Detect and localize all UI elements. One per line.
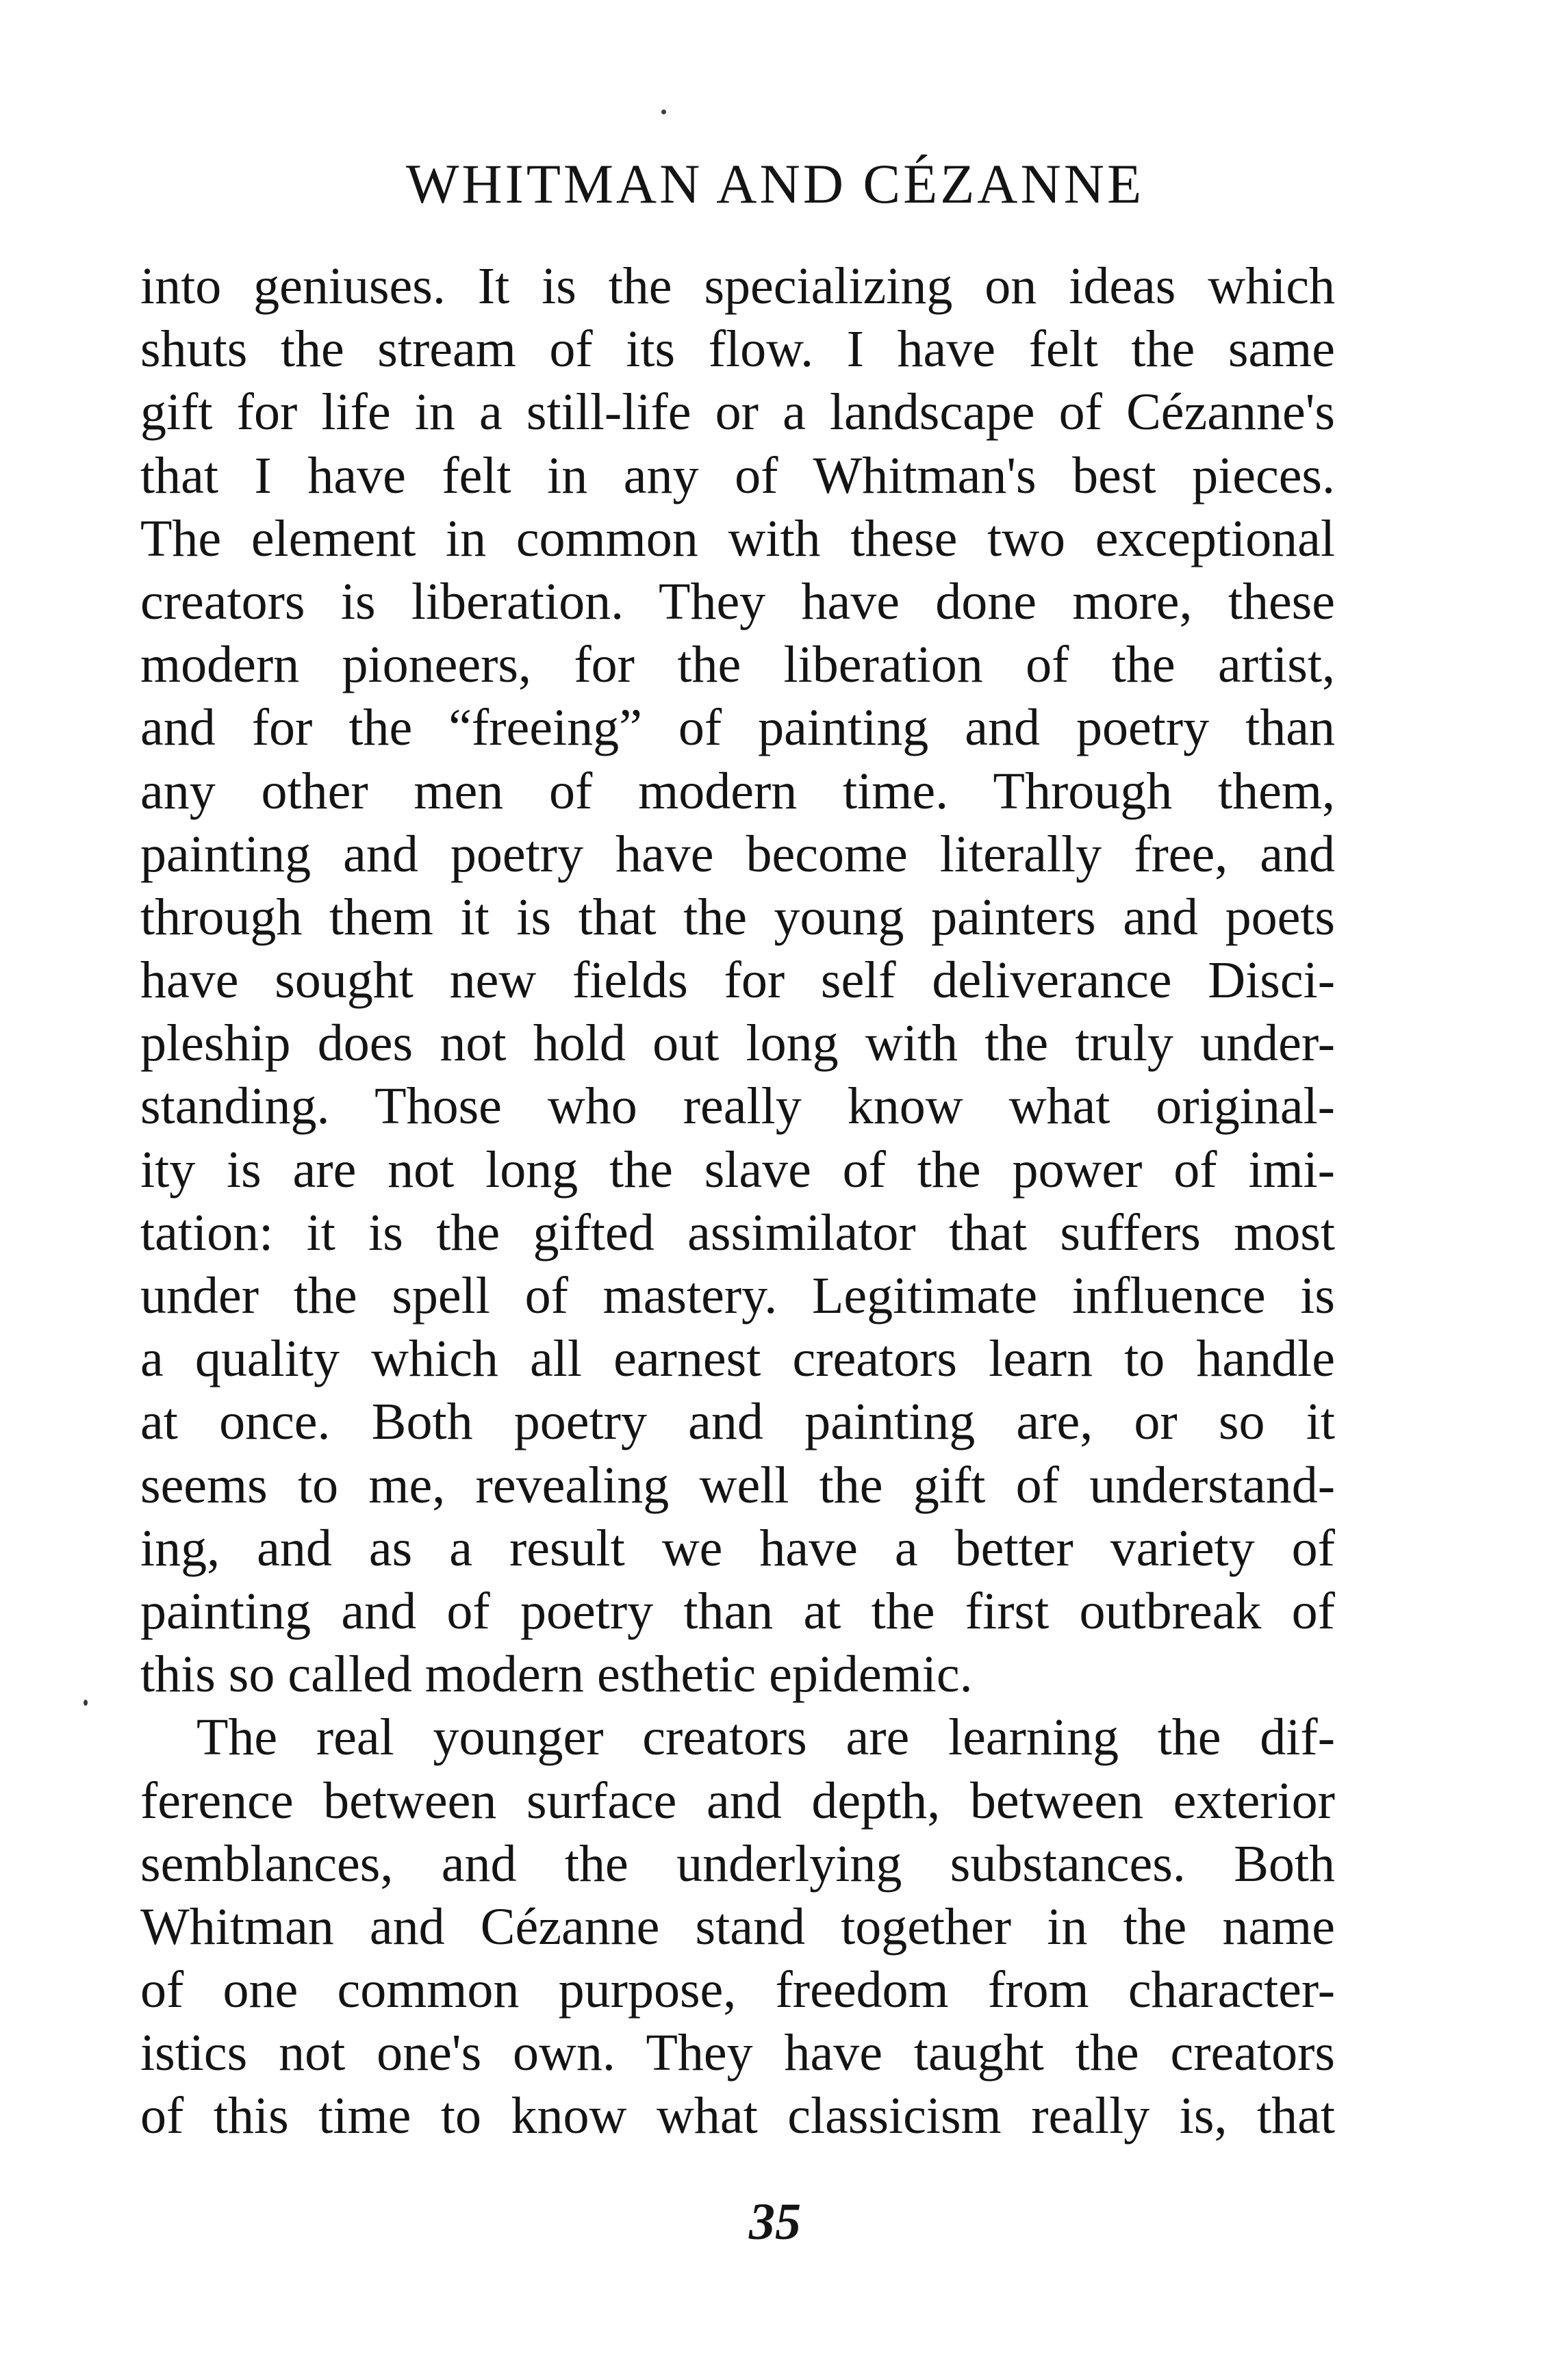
text-line: through them it is that the young painters and poets — [140, 888, 1335, 946]
ink-speck — [84, 1700, 88, 1706]
text-line: tation: it is the gifted assimilator that suffers most — [140, 1203, 1335, 1262]
text-line: semblances, and the underlying substances. Both — [140, 1834, 1335, 1893]
body-text — [140, 255, 1335, 2148]
text-line: ing, and as a result we have a better variety of — [140, 1519, 1335, 1577]
text-line: have sought new fields for self deliverance Disci- — [140, 951, 1335, 1010]
text-line: shuts the stream of its flow. I have felt the same — [140, 320, 1335, 379]
text-line: creators is liberation. They have done more, these — [140, 572, 1335, 630]
text-line: that I have felt in any of Whitman's best pieces. — [140, 446, 1335, 504]
text-line: standing. Those who really know what original- — [140, 1077, 1335, 1136]
text-line: into geniuses. It is the specializing on ideas which — [140, 257, 1335, 315]
text-line: Whitman and Cézanne stand together in the name — [140, 1897, 1335, 1956]
text-line: under the spell of mastery. Legitimate influence is — [140, 1267, 1335, 1325]
text-line: modern pioneers, for the liberation of the artist, — [140, 636, 1335, 694]
text-line: painting and of poetry than at the first outbreak of — [140, 1582, 1335, 1640]
text-line: painting and poetry have become literally free, and — [140, 825, 1335, 883]
ink-speck — [661, 110, 666, 114]
text-line: gift for life in a still-life or a landscape of Cézanne's — [140, 383, 1335, 442]
text-line: a quality which all earnest creators learn to handle — [140, 1330, 1335, 1388]
text-line: and for the “freeing” of painting and poetry than — [140, 699, 1335, 757]
text-line: at once. Both poetry and painting are, or so it — [140, 1393, 1335, 1451]
paragraph-start-line: The real younger creators are learning the dif- — [196, 1709, 1335, 1767]
page-number: 35 — [749, 2193, 801, 2251]
paragraph-end-line: this so called modern esthetic epidemic. — [140, 1646, 973, 1704]
text-line: any other men of modern time. Through them, — [140, 762, 1335, 820]
text-line: ity is are not long the slave of the power of imi- — [140, 1140, 1335, 1199]
text-line: ference between surface and depth, between exterior — [140, 1771, 1335, 1830]
running-head: WHITMAN AND CÉZANNE — [405, 153, 1145, 215]
text-line: pleship does not hold out long with the truly under- — [140, 1014, 1335, 1073]
text-line: of this time to know what classicism really is, that — [140, 2087, 1335, 2145]
text-line: istics not one's own. They have taught the creators — [140, 2024, 1335, 2082]
text-line: The element in common with these two exceptional — [140, 509, 1335, 567]
text-line: seems to me, revealing well the gift of understand- — [140, 1456, 1335, 1514]
text-line: of one common purpose, freedom from character- — [140, 1961, 1335, 2019]
